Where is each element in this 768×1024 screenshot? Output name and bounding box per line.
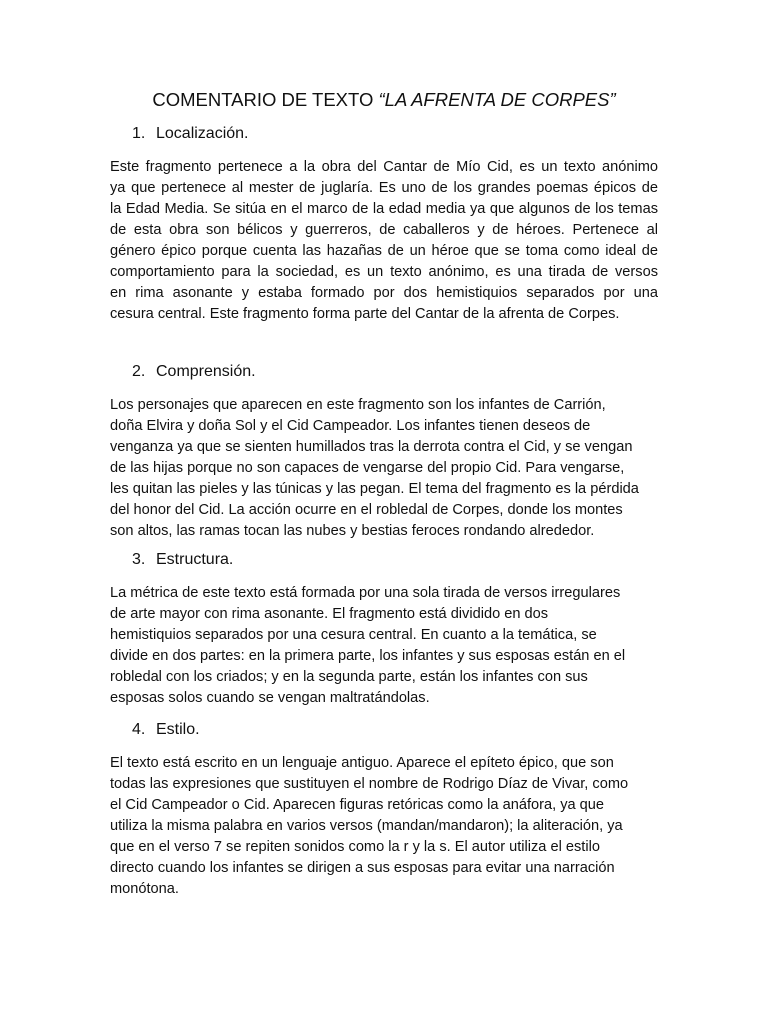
paragraph-line: La métrica de este texto está formada por una sola tirada de versos irregulares	[110, 585, 621, 601]
section-number: 1.	[132, 125, 146, 142]
paragraph-line: del honor del Cid. La acción ocurre en el robledal de Corpes, donde los montes	[110, 502, 623, 518]
section-number: 2.	[132, 363, 146, 380]
section-heading-localizacion	[132, 125, 249, 143]
paragraph-line: ya que pertenece al mester de juglaría. Es uno de los grandes poemas épicos de	[110, 180, 658, 196]
paragraph-line: El texto está escrito en un lenguaje antiguo. Aparece el epíteto épico, que son	[110, 755, 614, 771]
paragraph-line: de las hijas porque no son capaces de vengarse del propio Cid. Para vengarse,	[110, 460, 625, 476]
paragraph-line: todas las expresiones que sustituyen el nombre de Rodrigo Díaz de Vivar, como	[110, 776, 629, 792]
section-title: Estilo.	[156, 721, 200, 738]
section-title: Localización.	[156, 125, 249, 142]
paragraph-line: Este fragmento pertenece a la obra del Cantar de Mío Cid, es un texto anónimo	[110, 159, 658, 175]
paragraph-line: comportamiento para la sociedad, es un texto anónimo, es una tirada de versos	[110, 264, 658, 280]
paragraph-line: cesura central. Este fragmento forma parte del Cantar de la afrenta de Corpes.	[110, 306, 620, 322]
section-body-comprension	[110, 395, 658, 542]
document-title	[0, 89, 768, 111]
paragraph-line: venganza ya que se sienten humillados tras la derrota contra el Cid, y se vengan	[110, 439, 633, 455]
title-quote: “LA AFRENTA DE CORPES”	[378, 89, 616, 110]
section-heading-estructura	[132, 551, 233, 569]
paragraph-line: doña Elvira y doña Sol y el Cid Campeador. Los infantes tienen deseos de	[110, 418, 591, 434]
section-title: Estructura.	[156, 551, 234, 568]
section-number: 4.	[132, 721, 146, 738]
section-heading-comprension	[132, 363, 256, 381]
section-body-localizacion	[110, 157, 658, 325]
paragraph-line: robledal con los criados; y en la segunda parte, están los infantes con sus	[110, 669, 588, 685]
paragraph-line: son altos, las ramas tocan las nubes y bestias feroces rondando alrededor.	[110, 523, 595, 539]
paragraph-line: el Cid Campeador o Cid. Aparecen figuras retóricas como la anáfora, ya que	[110, 797, 605, 813]
paragraph-line: género épico porque cuenta las hazañas de un héroe que se toma como ideal de	[110, 243, 658, 259]
paragraph-line: divide en dos partes: en la primera parte, los infantes y sus esposas están en el	[110, 648, 626, 664]
section-number: 3.	[132, 551, 146, 568]
paragraph-line: que en el verso 7 se repiten sonidos como la r y la s. El autor utiliza el estilo	[110, 839, 600, 855]
paragraph-line: de esta obra son bélicos y guerreros, de caballeros y de héroes. Pertenece al	[110, 222, 658, 238]
paragraph-line: utiliza la misma palabra en varios versos (mandan/mandaron); la aliteración, ya	[110, 818, 623, 834]
paragraph-line: de arte mayor con rima asonante. El fragmento está dividido en dos	[110, 606, 549, 622]
paragraph-line: hemistiquios separados por una cesura central. En cuanto a la temática, se	[110, 627, 597, 643]
paragraph-line: monótona.	[110, 881, 179, 897]
paragraph-line: esposas solos cuando se vengan maltratándolas.	[110, 690, 430, 706]
paragraph-line: directo cuando los infantes se dirigen a sus esposas para evitar una narración	[110, 860, 615, 876]
title-prefix: COMENTARIO DE TEXTO	[152, 89, 379, 110]
section-heading-estilo	[132, 721, 200, 739]
paragraph-line: Los personajes que aparecen en este fragmento son los infantes de Carrión,	[110, 397, 606, 413]
paragraph-line: en rima asonante y estaba formado por dos hemistiquios separados por una	[110, 285, 658, 301]
section-body-estilo	[110, 753, 658, 900]
section-title: Comprensión.	[156, 363, 256, 380]
section-body-estructura	[110, 583, 658, 709]
paragraph-line: la Edad Media. Se sitúa en el marco de la edad media ya que algunos de los temas	[110, 201, 658, 217]
paragraph-line: les quitan las pieles y las túnicas y las pegan. El tema del fragmento es la pérdida	[110, 481, 639, 497]
